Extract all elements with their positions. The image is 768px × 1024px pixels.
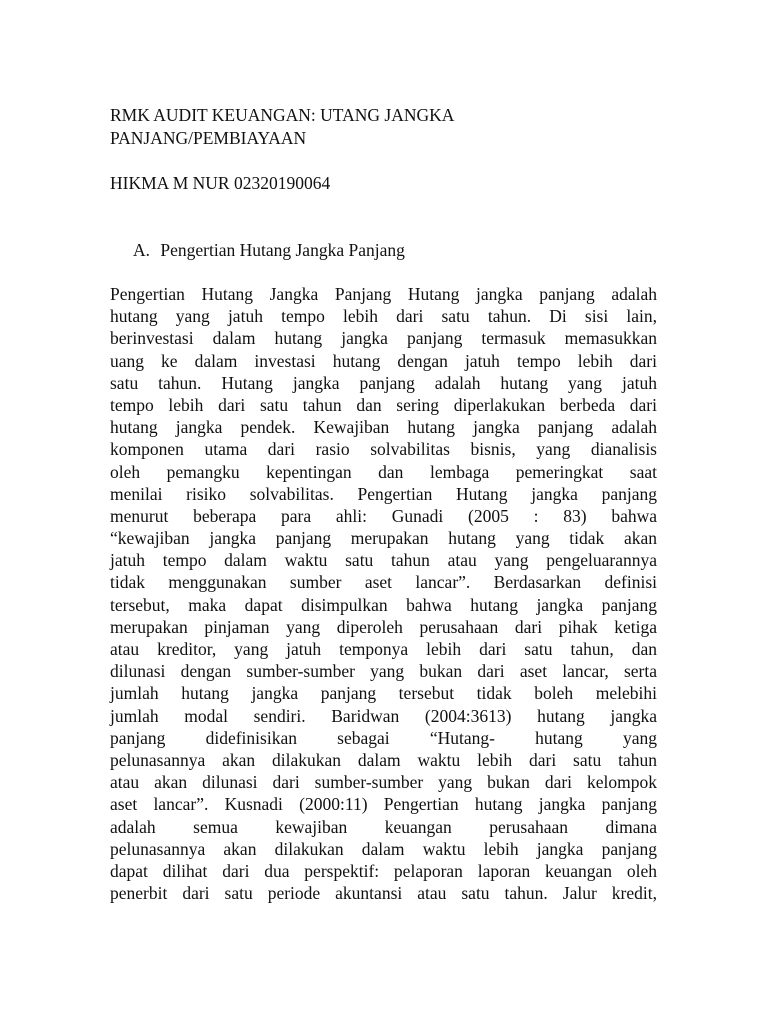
body-line: “kewajiban jangka panjang merupakan hutang yang tidak akan <box>110 528 657 549</box>
body-line: panjang didefinisikan sebagai “Hutang- hutang yang <box>110 727 657 748</box>
body-line: adalah semua kewajiban keuangan perusahaan dimana <box>110 816 657 837</box>
body-line: jatuh tempo dalam waktu satu tahun atau yang pengeluarannya <box>110 550 657 571</box>
section-heading <box>133 239 405 262</box>
body-line: satu tahun. Hutang jangka panjang adalah hutang yang jatuh <box>110 372 657 393</box>
body-line: tersebut, maka dapat disimpulkan bahwa hutang jangka panjang <box>110 594 657 615</box>
section-marker: A. <box>133 240 151 260</box>
body-line: dilunasi dengan sumber-sumber yang bukan dari aset lancar, serta <box>110 661 657 682</box>
body-line: berinvestasi dalam hutang jangka panjang termasuk memasukkan <box>110 328 657 349</box>
body-line: jumlah modal sendiri. Baridwan (2004:3613) hutang jangka <box>110 705 657 726</box>
body-paragraph <box>110 283 657 904</box>
body-line: tempo lebih dari satu tahun dan sering diperlakukan berbeda dari <box>110 394 657 415</box>
body-line: menilai risiko solvabilitas. Pengertian Hutang jangka panjang <box>110 483 657 504</box>
title-line: RMK AUDIT KEUANGAN: UTANG JANGKA <box>110 105 455 125</box>
body-line: atau akan dilunasi dari sumber-sumber yang bukan dari kelompok <box>110 772 657 793</box>
body-line: oleh pemangku kepentingan dan lembaga pemeringkat saat <box>110 461 657 482</box>
body-line: merupakan pinjaman yang diperoleh perusahaan dari pihak ketiga <box>110 616 657 637</box>
title-line: PANJANG/PEMBIAYAAN <box>110 128 307 148</box>
body-line: menurut beberapa para ahli: Gunadi (2005 : 83) bahwa <box>110 505 657 526</box>
body-line: penerbit dari satu periode akuntansi atau satu tahun. Jalur kredit, <box>110 883 657 904</box>
body-line: dapat dilihat dari dua perspektif: pelaporan laporan keuangan oleh <box>110 860 657 881</box>
body-line: hutang jangka pendek. Kewajiban hutang jangka panjang adalah <box>110 417 657 438</box>
body-line: atau kreditor, yang jatuh temponya lebih dari satu tahun, dan <box>110 639 657 659</box>
document-title <box>110 104 670 150</box>
body-line: tidak menggunakan sumber aset lancar”. Berdasarkan definisi <box>110 572 657 593</box>
body-line: aset lancar”. Kusnadi (2000:11) Pengertian hutang jangka panjang <box>110 794 657 815</box>
section-heading-text: Pengertian Hutang Jangka Panjang <box>160 240 405 260</box>
body-line: uang ke dalam investasi hutang dengan jatuh tempo lebih dari <box>110 350 657 371</box>
body-line: jumlah hutang jangka panjang tersebut tidak boleh melebihi <box>110 683 657 704</box>
body-line: pelunasannya akan dilakukan dalam waktu lebih jangka panjang <box>110 838 657 859</box>
body-line: hutang yang jatuh tempo lebih dari satu tahun. Di sisi lain, <box>110 306 657 327</box>
body-line: Pengertian Hutang Jangka Panjang Hutang jangka panjang adalah <box>110 284 657 304</box>
body-line: komponen utama dari rasio solvabilitas bisnis, yang dianalisis <box>110 439 657 460</box>
body-line: pelunasannya akan dilakukan dalam waktu lebih dari satu tahun <box>110 749 657 770</box>
author-line: HIKMA M NUR 02320190064 <box>110 173 331 193</box>
